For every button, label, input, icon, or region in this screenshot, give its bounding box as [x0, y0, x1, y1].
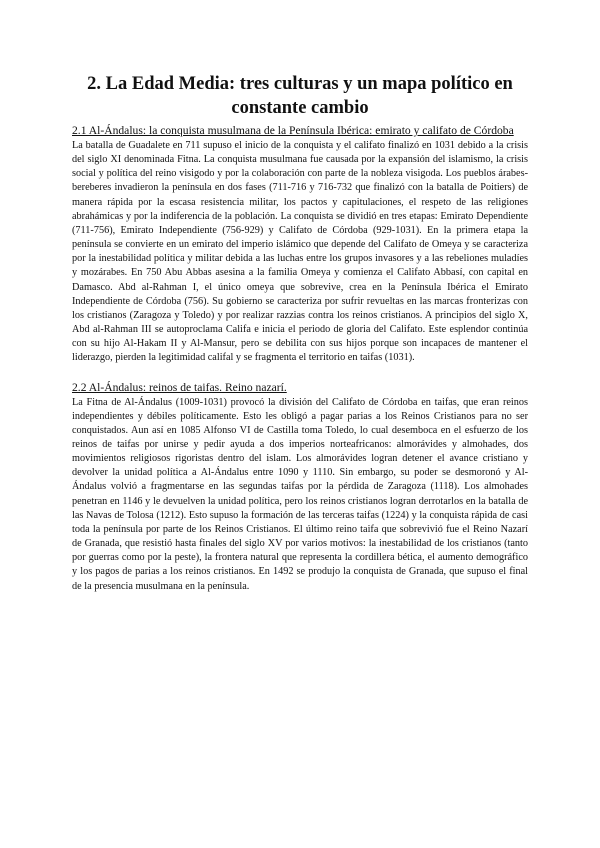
section-emirato-califato: [72, 124, 528, 366]
section-taifas-nazari: [72, 381, 528, 594]
section-heading: 2.1 Al-Ándalus: la conquista musulmana de la Península Ibérica: emirato y califato de Córdoba: [72, 124, 514, 137]
section-paragraph: La Fitna de Al-Ándalus (1009-1031) provocó la división del Califato de Córdoba en taifas, que eran reinos independientes y débiles políticamente. Esto les obligó a pagar parias a los Reinos Cristianos para no ser conquistados. Aun así en 1085 Alfonso VI de Castilla toma Toledo, lo cual desemboca en el esfuerzo de los reinos de taifas por unirse y pedir ayuda a dos imperios norteafricanos: almorávides y almohades, dos movimientos religiosos rigoristas dentro del islam. Los almorávides logran detener el avance cristiano y devolver la unidad política a Al-Ándalus entre 1090 y 1110. Sin embargo, su poder se desmoronó y Al-Ándalus volvió a fragmentarse en las segundas taifas por la pérdida de Zaragoza (1118). Los almohades penetran en 1146 y le devuelven la unidad política, pero los reinos cristianos logran derrotarlos en la batalla de las Navas de Tolosa (1212). Esto supuso la formación de las terceras taifas (1224) y la conquista rápida de casi toda la península por parte de los Reinos Cristianos. El último reino taifa que sobrevivió fue el Reino Nazarí de Granada, que resistió hasta finales del siglo XV por varios motivos: la inestabilidad de los cristianos (tanto por guerras como por la peste), la frontera natural que representa la cordillera bética, el aumento demográfico y los pagos de parias a los reinos cristianos. En 1492 se produjo la conquista de Granada, que supuso el final de la presencia musulmana en la península.: [72, 396, 528, 592]
document-page: [72, 72, 528, 594]
page-title: 2. La Edad Media: tres culturas y un mapa político en constante cambio: [87, 74, 513, 118]
section-heading: 2.2 Al-Ándalus: reinos de taifas. Reino nazarí.: [72, 380, 287, 394]
section-paragraph: La batalla de Guadalete en 711 supuso el inicio de la conquista y el califato finalizó en 1031 debido a la crisis del siglo XI denominada Fitna. La conquista musulmana fue causada por la expansión del islamismo, la crisis social y política del reino visigodo y por la colaboración con parte de la nobleza visigoda. Los pueblos árabes- bereberes invadieron la península en dos fases (711-716 y 716-732 que finalizó con la batalla de Poitiers) de manera rápida por la escasa resistencia militar, los pactos y capitulaciones, el respeto de las religiones abrahámicas y por la indiferencia de la población. La conquista se dividió en tres etapas: Emirato Dependiente (711-756), Emirato Independiente (756-929) y Califato de Córdoba (929-1031). En la primera etapa la península se convierte en un emirato del imperio islámico que depende del Califato de Omeya y se caracteriza por la inestabilidad política y militar debida a las luchas entre los grupos invasores y a las rebeliones muladíes y mozárabes. En 750 Abu Abbas asesina a la familia Omeya y comienza el Califato Abbasí, con capital en Damasco. Abd al-Rahman I, el único omeya que sobrevive, crea en la Península Ibérica el Emirato Independiente de Córdoba (756). Su gobierno se caracteriza por sufrir revueltas en las marcas fronterizas con los cristianos (Zaragoza y Toledo) y por realizar razzias contra los reinos cristianos. A principios del siglo X, Abd al-Rahman III se autoproclama Califa e inicia el periodo de gloria del Califato. Este esplendor continúa con su hijo Al-Hakam II y Al-Mansur, pero se debilita con sus hijos porque son incapaces de mantener el liderazgo, pierden la legitimidad califal y se fragmenta el territorio en taifas (1031).: [72, 140, 528, 364]
section-spacer: [72, 366, 528, 381]
